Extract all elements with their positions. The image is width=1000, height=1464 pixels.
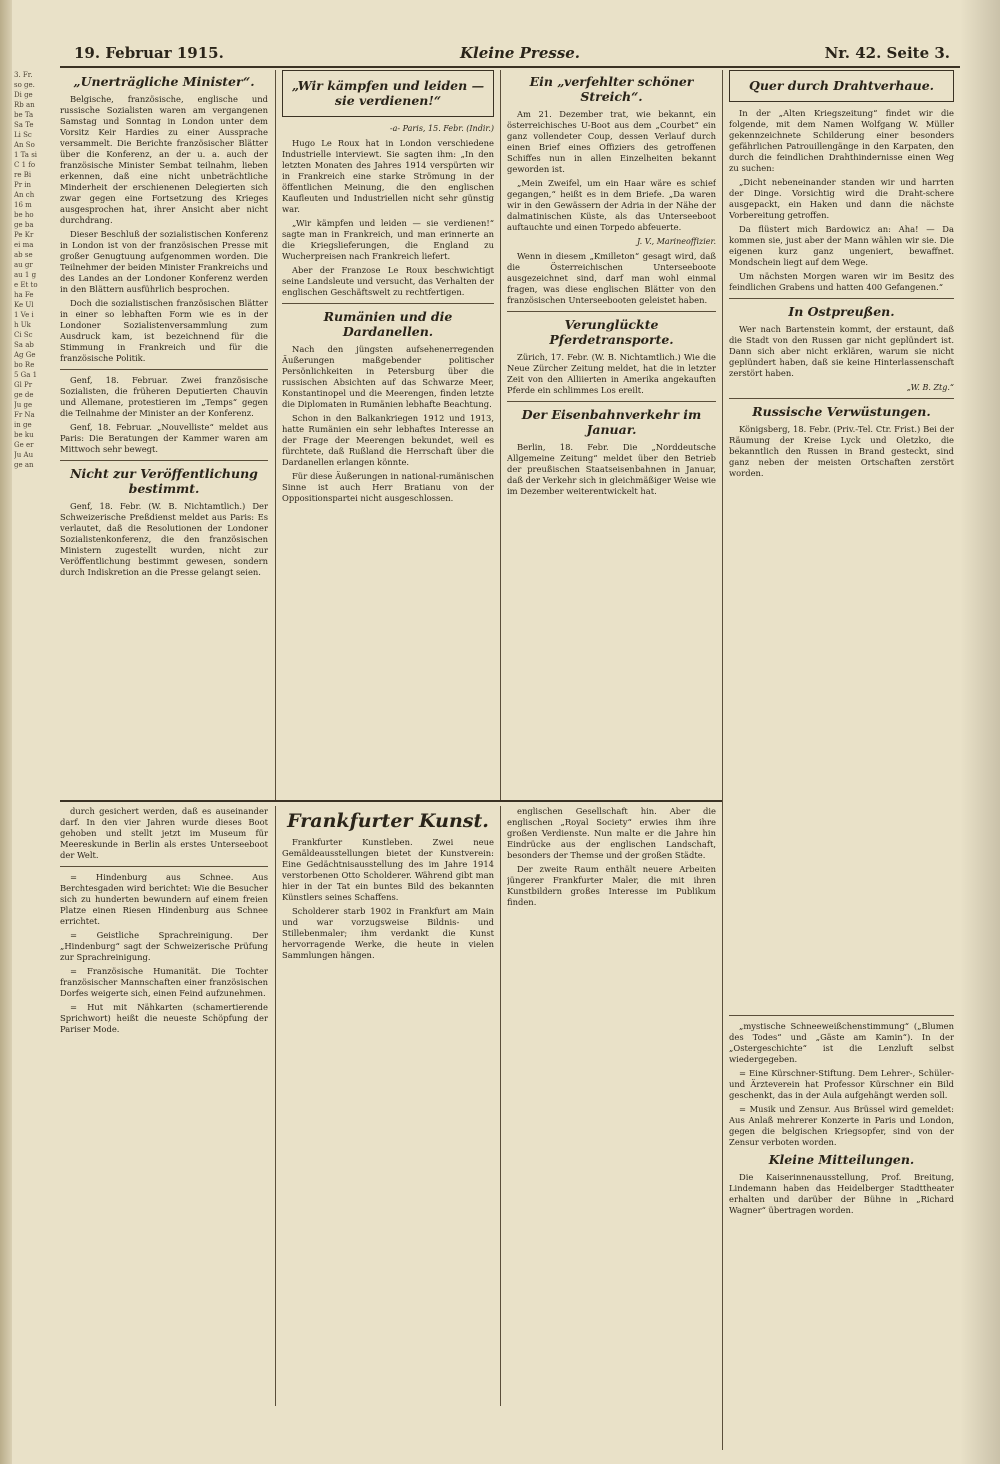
article-paragraph: „Wir kämpfen und leiden — sie verdienen!“ sagte man in Frankreich, und man erinnerte an die Kriegslieferungen, die England zu Wucherpreisen nach Frankreich liefert.	[282, 218, 494, 261]
header-paper-name: Kleine Presse.	[460, 44, 581, 62]
article-paragraph: Belgische, französische, englische und russische Sozialisten waren am vergangenen Samstag und Sonntag in London unter dem Vorsitz Keir Hardies zu einer Aussprache versammelt. Die Berichte französischer Blätter über die Konferenz, an der u. a. auch der französische Minister Sembat teilnahm, lieben erkennen, daß eine nicht unbeträchtliche Minderheit der erschienenen Delegierten sich zwar gegen eine Fortsetzung des Krieges ausgesprochen hat, ihrer Ansicht aber nicht durchdrang.	[60, 94, 268, 225]
previous-page-fragment: 3. Fr. so ge. Di ge Rb an be Ta Sa Te Li Sc An So 1 Ta si C 1 fo re Bi Pr in An ch 16 m be ho ge ba Pe Kr ei ma ab se au gr au 1 ge Et to ha Fe Ke Ul 1 Ve ih Uk Ci Sc Sa ab Ag Ge bo Re 5 Ga 1 Gl Pr ge de Ju ge Fr Na in ge be ku Ge er Ju Au ge an	[14, 71, 38, 469]
article-paragraph: „Dicht nebeneinander standen wir und harrten der Dinge. Vorsichtig wird die Draht-schere ausgepackt, ein Haken und dann die nächste Vorbereitung getroffen.	[729, 177, 954, 220]
article-byline: -a- Paris, 15. Febr. (Indir.)	[389, 124, 494, 133]
header-date: 19. Februar 1915.	[74, 44, 224, 62]
article-title: Rumänien und die Dardanellen.	[323, 309, 453, 339]
divider	[507, 311, 716, 312]
page-header	[60, 40, 960, 68]
article-paragraph: Zürich, 17. Febr. (W. B. Nichtamtlich.) Wie die Neue Zürcher Zeitung meldet, hat die in letzter Zeit von den Alliierten in Amerika angekauften Pferde ein schlimmes Los ereilt.	[507, 352, 716, 395]
article-signature: J. V., Marineoffizier.	[637, 237, 716, 246]
article-paragraph: Hugo Le Roux hat in London verschiedene Industrielle interviewt. Sie sagten ihm: „In den letzten Monaten des Jahres 1914 verspürten wir in Frankreich eine starke Strömung in der öffentlichen Meinung, die den englischen Kaufleuten und Industriellen nicht sehr günstig war.	[282, 138, 494, 214]
news-notice: = Hindenburg aus Schnee. Aus Berchtesgaden wird berichtet: Wie die Besucher sich zu hunderten bewundern auf einem freien Platze einen Riesen Hindenburg aus Schnee errichtet.	[60, 872, 268, 926]
article-paragraph: Aber der Franzose Le Roux beschwichtigt seine Landsleute und versucht, das Verhalten der englischen Geschäftswelt zu rechtfertigen.	[282, 265, 494, 297]
news-notice: Genf, 18. Februar. „Nouvelliste“ meldet aus Paris: Die Beratungen der Kammer waren am Mittwoch sehr bewegt.	[60, 422, 268, 454]
column-rule	[722, 70, 723, 1450]
column-rule	[275, 806, 276, 1406]
column-2	[282, 70, 494, 800]
article-title: „Wir kämpfen und leiden — sie verdienen!“	[291, 78, 485, 108]
article-title: Kleine Mitteilungen.	[768, 1152, 915, 1167]
bottom-column-4	[729, 1010, 954, 1400]
divider	[729, 298, 954, 299]
article-paragraph: Der zweite Raum enthält neuere Arbeiten jüngerer Frankfurter Maler, die mit ihren Kunstbildern großes Interesse im Publikum finden.	[507, 864, 716, 907]
article-title: Quer durch Drahtverhaue.	[748, 78, 935, 93]
feuilleton-rule	[60, 800, 722, 802]
article-paragraph: durch gesichert werden, daß es auseinander darf. In den vier Jahren wurde dieses Boot gehoben und stellt jetzt im Museum für Meereskunde in Berlin als erstes Unterseeboot der Welt.	[60, 806, 268, 860]
page-edge-shadow	[960, 0, 1000, 1464]
column-rule	[500, 70, 501, 800]
divider	[282, 303, 494, 304]
news-notice: Die Kaiserinnenausstellung, Prof. Breitung, Lindemann haben das Heidelberger Stadttheater erhalten und darüber der Bühne in „Richard Wagner“ übertragen worden.	[729, 1172, 954, 1215]
article-paragraph: Frankfurter Kunstleben. Zwei neue Gemäldeausstellungen bietet der Kunstverein: Eine Gedächtnisausstellung des im Jahre 1914 verstorbenen Otto Scholderer. Während gibt man hier in der Tat ein buntes Bild des bekannten Künstlers seines Schaffens.	[282, 837, 494, 902]
page-binding-edge	[0, 0, 12, 1464]
divider	[60, 369, 268, 370]
article-title: „Unerträgliche Minister“.	[73, 74, 255, 89]
article-paragraph: Berlin, 18. Febr. Die „Norddeutsche Allgemeine Zeitung“ meldet über den Betrieb der preußischen Staatseisenbahnen in Januar, daß der Verkehr sich in gleichmäßiger Weise wie im Dezember weiterentwickelt hat.	[507, 442, 716, 496]
article-paragraph: Königsberg, 18. Febr. (Priv.-Tel. Ctr. Frist.) Bei der Räumung der Kreise Lyck und Oletzko, die bekanntlich den Russen in Brand gesteckt, sind ganz neben der meisten Ortschaften zerstört worden.	[729, 424, 954, 478]
divider	[507, 401, 716, 402]
article-paragraph: Doch die sozialistischen französischen Blätter in einer so lebhaften Form wie es in der Londoner Sozialistenversammlung zum Ausdruck kam, ist bezeichnend für die Stimmung in Frankreich und für die französische Politik.	[60, 298, 268, 363]
article-paragraph: Schon in den Balkankriegen 1912 und 1913, hatte Rumänien ein sehr lebhaftes Interesse an der Frage der Meerengen bekundet, weil es fürchtete, daß Rußland die Herrschaft über die Dardanellen erlangen könnte.	[282, 413, 494, 467]
article-paragraph: Nach den jüngsten aufsehenerregenden Äußerungen maßgebender politischer Persönlichkeiten in Petersburg über die russischen Absichten auf das Schwarze Meer, Konstantinopel und die Meerengen, finden letzte die Diplomaten in Rumänien lebhafte Beachtung.	[282, 344, 494, 409]
column-rule	[275, 70, 276, 800]
article-paragraph: „mystische Schneeweißchenstimmung“ („Blumen des Todes“ und „Gäste am Kamin“). In der „Ostergeschichte“ ist die Lenzluft selbst wiedergegeben.	[729, 1021, 954, 1064]
article-paragraph: Um nächsten Morgen waren wir im Besitz des feindlichen Grabens und hatten 400 Gefangenen.“	[729, 271, 954, 292]
article-title: In Ostpreußen.	[788, 304, 895, 319]
article-paragraph: „Mein Zweifel, um ein Haar wäre es schief gegangen,“ heißt es in dem Briefe. „Da waren wir in den Gewässern der Adria in der Nähe der dalmatinischen Küste, als das Unterseeboot auftauchte und einen Torpedo abfeuerte.	[507, 178, 716, 232]
article-paragraph: Für diese Äußerungen in national-rumänischen Sinne ist auch Herr Bratianu von der Oppositionspartei nicht ausgeschlossen.	[282, 471, 494, 503]
article-title: Ein „verfehlter schöner Streich“.	[529, 74, 694, 104]
news-notice: = Geistliche Sprachreinigung. Der „Hindenburg“ sagt der Schweizerische Prüfung zur Sprachreinigung.	[60, 930, 268, 962]
column-rule	[500, 806, 501, 1406]
column-1	[60, 70, 268, 800]
article-paragraph: Scholderer starb 1902 in Frankfurt am Main und war vorzugsweise Bildnis- und Stillebenmaler; ihm verdankt die Kunst hervorragende Werke, die heute in vielen Sammlungen hängen.	[282, 906, 494, 960]
article-title: Der Eisenbahnverkehr im Januar.	[521, 407, 702, 437]
article-signature: „W. B. Ztg.“	[906, 383, 954, 392]
header-issue: Nr. 42. Seite 3.	[824, 44, 950, 62]
news-notice: = Französische Humanität. Die Tochter französischer Mannschaften einer französischen Dorfes weigerte sich, einen Feind aufzunehmen.	[60, 966, 268, 998]
divider	[729, 1015, 954, 1016]
article-paragraph: Am 21. Dezember trat, wie bekannt, ein österreichisches U-Boot aus dem „Courbet“ ein ganz vollendeter Coup, dessen Verlauf durch einen Brief eines Offiziers des getroffenen Schiffes nun in allen Einzelheiten bekannt geworden ist.	[507, 109, 716, 174]
article-paragraph: Wenn in diesem „Kmilleton“ gesagt wird, daß die Österreichischen Unterseeboote ausgezeichnet sind, darf man wohl einmal fragen, was diese englischen Blätter von den französischen Unterseebooten geleistet haben.	[507, 251, 716, 305]
feuilleton-article	[282, 806, 494, 1406]
news-notice: = Hut mit Nähkarten (schamertierende Sprichwort) heißt die neueste Schöpfung der Pariser Mode.	[60, 1002, 268, 1034]
divider	[729, 398, 954, 399]
news-notice: = Eine Kürschner-Stiftung. Dem Lehrer-, Schüler- und Ärzteverein hat Professor Kürschner ein Bild geschenkt, das in der Aula aufgehängt werden soll.	[729, 1068, 954, 1100]
article-paragraph: Da flüstert mich Bardowicz an: Aha! — Da kommen sie, just aber der Mann wählen wir sie. Die eigenen kurz ganz ungeniert, bewaffnet. Mondschein liegt auf dem Wege.	[729, 224, 954, 267]
news-notice: Genf, 18. Februar. Zwei französische Sozialisten, die früheren Deputierten Chauvin und Allemane, protestieren im „Temps“ gegen die Teilnahme der Minister an der Konferenz.	[60, 375, 268, 418]
article-title: Nicht zur Veröffentlichung bestimmt.	[70, 466, 258, 496]
boxed-article	[729, 70, 954, 102]
column-3	[507, 70, 716, 800]
feuilleton-continued	[507, 806, 716, 1406]
boxed-article	[282, 70, 494, 117]
divider	[60, 866, 268, 867]
article-paragraph: englischen Gesellschaft hin. Aber die englischen „Royal Society“ erwies ihm ihre großen Verdienste. Nun malte er die Jahre hin Eindrücke aus der englischen Landschaft, besonders der Themse und der großen Städte.	[507, 806, 716, 860]
feuilleton-title: Frankfurter Kunst.	[287, 810, 489, 832]
divider	[60, 460, 268, 461]
news-notice: = Musik und Zensur. Aus Brüssel wird gemeldet: Aus Anlaß mehrerer Konzerte in Paris und London, gegen die belgischen Kriegsopfer, sind von der Zensur verboten worden.	[729, 1104, 954, 1147]
article-paragraph: Genf, 18. Febr. (W. B. Nichtamtlich.) Der Schweizerische Preßdienst meldet aus Paris: Es verlautet, daß die Resolutionen der Londoner Sozialistenkonferenz, die den französischen Ministern zugestellt wurden, nicht zur Veröffentlichung bestimmt gewesen, sondern durch Indiskretion an die Presse gelangt seien.	[60, 501, 268, 577]
article-paragraph: In der „Alten Kriegszeitung“ findet wir die folgende, mit dem Namen Wolfgang W. Müller gekennzeichnete Schilderung einer besonders gefährlichen Patrouillengänge in den Karpaten, den durch die feindlichen Drahthindernisse einen Weg zu suchen:	[729, 108, 954, 173]
article-title: Verunglückte Pferdetransporte.	[549, 317, 674, 347]
article-title: Russische Verwüstungen.	[752, 404, 931, 419]
article-paragraph: Wer nach Bartenstein kommt, der erstaunt, daß die Stadt von den Russen gar nicht geplündert ist. Dann sich aber nicht erklären, warum sie nicht geplündert haben, daß sie keine Hinterlassenschaft zerstört haben.	[729, 324, 954, 378]
bottom-column-1	[60, 806, 268, 1406]
article-paragraph: Dieser Beschluß der sozialistischen Konferenz in London ist von der französischen Presse mit großer Genugtuung aufgenommen worden. Die Teilnehmer der beiden Minister Frankreichs und des Landes an der Londoner Konferenz werden in den Blättern ausführlich besprochen.	[60, 229, 268, 294]
